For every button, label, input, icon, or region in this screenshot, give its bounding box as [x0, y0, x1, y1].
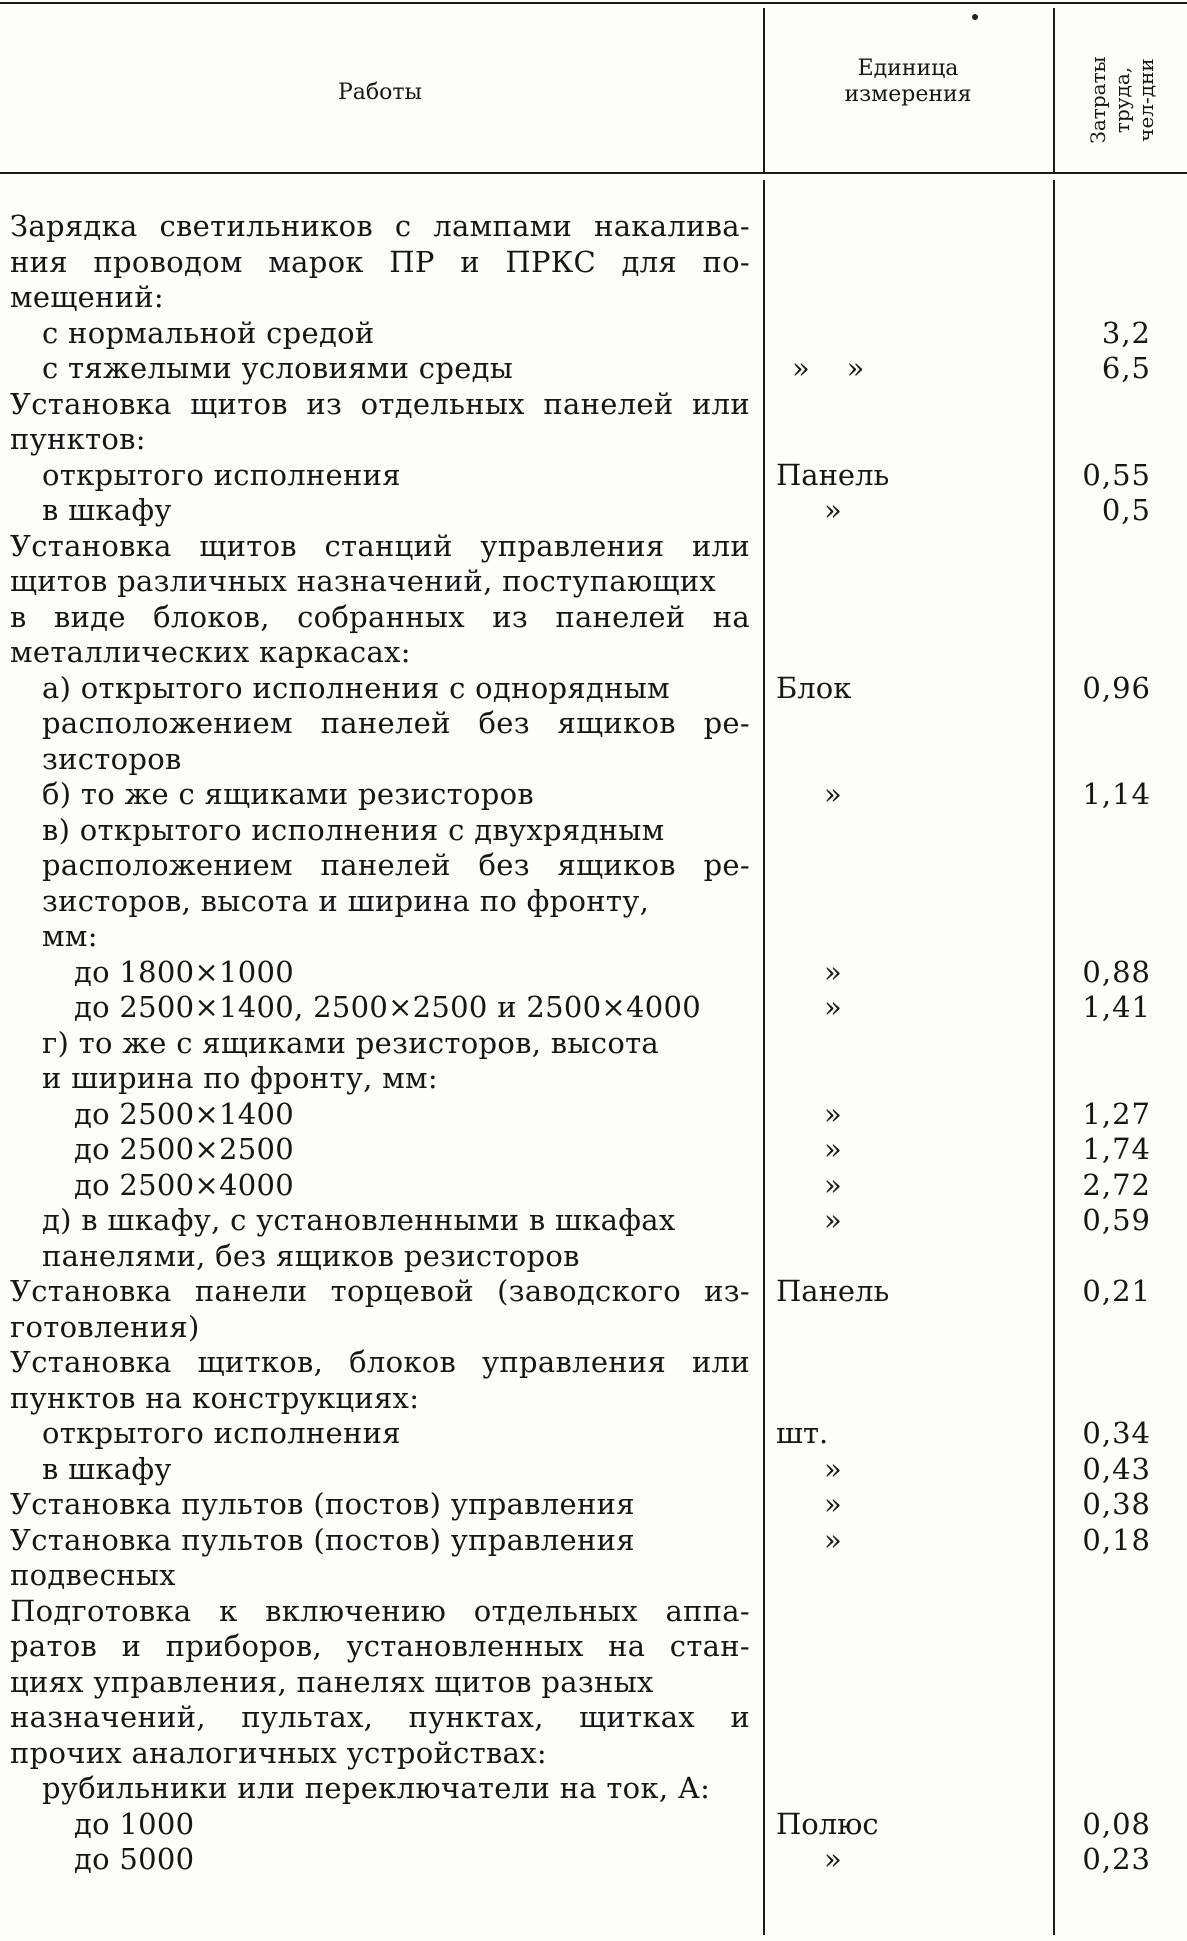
table-row: [0, 1558, 1187, 1594]
work-text: пунктов:: [10, 422, 146, 456]
work-text: г) то же с ящиками резисторов, высота: [42, 1025, 660, 1060]
header-labor: Затраты труда, чел-дни: [1086, 56, 1158, 144]
table-row: [0, 1061, 1187, 1097]
labor-value: 0,43: [1082, 1451, 1151, 1486]
table-row: [0, 919, 1187, 955]
table-row: [0, 1416, 1187, 1452]
labor-value: 2,72: [1082, 1167, 1151, 1202]
labor-value: 0,38: [1082, 1487, 1151, 1521]
table-row: [0, 280, 1187, 316]
work-text: открытого исполнения: [42, 457, 401, 492]
labor-value: 1,27: [1082, 1096, 1151, 1131]
table-row: [0, 245, 1187, 281]
labor-value: 1,14: [1082, 777, 1151, 811]
unit-cell: »: [824, 954, 842, 989]
work-text: открытого исполнения: [42, 1416, 401, 1450]
work-text: расположением панелей без ящиков ре-: [42, 848, 750, 882]
work-text: щитов различных назначений, поступающих: [10, 564, 717, 598]
labor-value: 0,55: [1082, 457, 1151, 492]
table-row: [0, 1345, 1187, 1381]
work-text: в виде блоков, собранных из панелей на: [10, 599, 750, 634]
work-text: с тяжелыми условиями среды: [42, 351, 514, 385]
print-speck: [972, 14, 978, 20]
work-text: ратов и приборов, установленных на стан-: [10, 1629, 750, 1663]
unit-cell: »: [824, 1451, 842, 1486]
table-row: [0, 742, 1187, 778]
work-text: б) то же с ящиками резисторов: [42, 777, 534, 811]
table-row: [0, 422, 1187, 458]
table-row: [0, 777, 1187, 813]
work-text: Установка панели торцевой (заводского из-: [10, 1274, 750, 1308]
table-row: [0, 316, 1187, 352]
unit-cell: »: [824, 1842, 842, 1876]
work-text: Установка пультов (постов) управления: [10, 1522, 635, 1557]
work-text: назначений, пультах, пунктах, щитках и: [10, 1700, 750, 1734]
work-text: прочих аналогичных устройствах:: [10, 1735, 547, 1770]
work-text: Установка щитов станций управления или: [10, 528, 750, 563]
work-text: до 2500×1400, 2500×2500 и 2500×4000: [74, 990, 701, 1024]
labor-value: 0,21: [1082, 1274, 1151, 1308]
table-row: [0, 1097, 1187, 1133]
labor-value: 0,59: [1082, 1203, 1151, 1237]
unit-cell: »: [824, 990, 842, 1024]
unit-cell: »: [824, 1096, 842, 1131]
unit-cell: »: [824, 1132, 842, 1166]
work-text: мещений:: [10, 280, 164, 314]
table-row: [0, 1381, 1187, 1417]
labor-value: 0,5: [1101, 493, 1151, 527]
work-text: зисторов, высота и ширина по фронту,: [42, 883, 650, 918]
work-text: Установка щитков, блоков управления или: [10, 1345, 750, 1379]
table-row: [0, 209, 1187, 245]
table-row: [0, 1665, 1187, 1701]
table-row: [0, 955, 1187, 991]
work-text: в шкафу: [42, 493, 172, 527]
table-row: [0, 1168, 1187, 1204]
unit-cell: »: [824, 1487, 842, 1521]
work-text: с нормальной средой: [42, 315, 375, 350]
labor-value: 0,18: [1082, 1522, 1151, 1557]
labor-value: 0,96: [1082, 670, 1151, 705]
labor-value: 3,2: [1101, 315, 1151, 350]
unit-cell: » »: [792, 351, 865, 385]
column-divider-2: [1053, 8, 1055, 172]
table-row: [0, 1203, 1187, 1239]
work-text: Установка пультов (постов) управления: [10, 1487, 635, 1521]
header-unit: Единица измерения: [844, 56, 972, 107]
labor-value: 0,23: [1082, 1842, 1151, 1876]
work-text: до 1000: [74, 1806, 195, 1841]
work-text: а) открытого исполнения с однорядным: [42, 670, 670, 705]
table-row: [0, 635, 1187, 671]
table-row: [0, 1842, 1187, 1878]
unit-cell: Блок: [776, 670, 852, 705]
table-row: [0, 1594, 1187, 1630]
work-text: и ширина по фронту, мм:: [42, 1061, 438, 1095]
table-row: [0, 990, 1187, 1026]
unit-cell: »: [824, 493, 842, 527]
header-labor-cell: [1062, 40, 1182, 160]
table-row: [0, 1736, 1187, 1772]
table-top-rule: [0, 2, 1187, 4]
work-text: готовления): [10, 1309, 200, 1344]
table-row: [0, 813, 1187, 849]
work-text: Подготовка к включению отдельных аппа-: [10, 1593, 750, 1628]
table-row: [0, 1274, 1187, 1310]
unit-cell: шт.: [776, 1416, 829, 1450]
table-row: [0, 706, 1187, 742]
table-body: [0, 209, 1187, 1878]
work-text: д) в шкафу, с установленными в шкафах: [42, 1203, 676, 1237]
unit-cell: »: [824, 1167, 842, 1202]
unit-cell: »: [824, 1203, 842, 1237]
table-row: [0, 1310, 1187, 1346]
table-row: [0, 351, 1187, 387]
header-bottom-rule: [0, 172, 1187, 174]
labor-value: 1,41: [1082, 990, 1151, 1024]
labor-value: 1,74: [1082, 1132, 1151, 1166]
table-row: [0, 458, 1187, 494]
work-text: до 2500×1400: [74, 1096, 295, 1131]
work-text: циях управления, панелях щитов разных: [10, 1664, 654, 1699]
unit-cell: Полюс: [776, 1806, 879, 1841]
table-row: [0, 1132, 1187, 1168]
unit-cell: »: [824, 777, 842, 811]
table-row: [0, 1771, 1187, 1807]
unit-cell: »: [824, 1522, 842, 1557]
table-row: [0, 529, 1187, 565]
table-row: [0, 1807, 1187, 1843]
table-row: [0, 493, 1187, 529]
table-row: [0, 1487, 1187, 1523]
table-row: [0, 1452, 1187, 1488]
work-text: мм:: [42, 919, 98, 953]
table-row: [0, 1026, 1187, 1062]
table-row: [0, 564, 1187, 600]
table-row: [0, 387, 1187, 423]
work-text: рубильники или переключатели на ток, А:: [42, 1771, 711, 1805]
work-text: расположением панелей без ящиков ре-: [42, 706, 750, 740]
work-text: до 2500×4000: [74, 1167, 295, 1202]
work-text: в) открытого исполнения с двухрядным: [42, 812, 665, 847]
header-works: Работы: [337, 80, 423, 105]
table-row: [0, 848, 1187, 884]
work-text: Установка щитов из отдельных панелей или: [10, 386, 750, 421]
column-divider-1: [763, 8, 765, 172]
work-text: металлических каркасах:: [10, 635, 411, 669]
table-row: [0, 1523, 1187, 1559]
table-row: [0, 600, 1187, 636]
table-row: [0, 671, 1187, 707]
table-row: [0, 1629, 1187, 1665]
unit-cell: Панель: [776, 457, 890, 492]
work-text: до 2500×2500: [74, 1132, 295, 1166]
labor-value: 0,88: [1082, 954, 1151, 989]
unit-cell: Панель: [776, 1274, 890, 1308]
work-text: до 5000: [74, 1842, 195, 1876]
work-text: зисторов: [42, 741, 182, 776]
work-text: панелями, без ящиков резисторов: [42, 1238, 580, 1273]
labor-value: 0,34: [1082, 1416, 1151, 1450]
work-text: пунктов на конструкциях:: [10, 1380, 420, 1415]
table-row: [0, 1700, 1187, 1736]
table-row: [0, 884, 1187, 920]
work-text: до 1800×1000: [74, 954, 295, 989]
work-text: ния проводом марок ПР и ПРКС для по-: [10, 244, 750, 279]
work-text: подвесных: [10, 1558, 176, 1592]
work-text: в шкафу: [42, 1451, 172, 1486]
work-text: Зарядка светильников с лампами накалива-: [10, 209, 750, 243]
labor-value: 0,08: [1082, 1806, 1151, 1841]
labor-value: 6,5: [1101, 351, 1151, 385]
table-row: [0, 1239, 1187, 1275]
